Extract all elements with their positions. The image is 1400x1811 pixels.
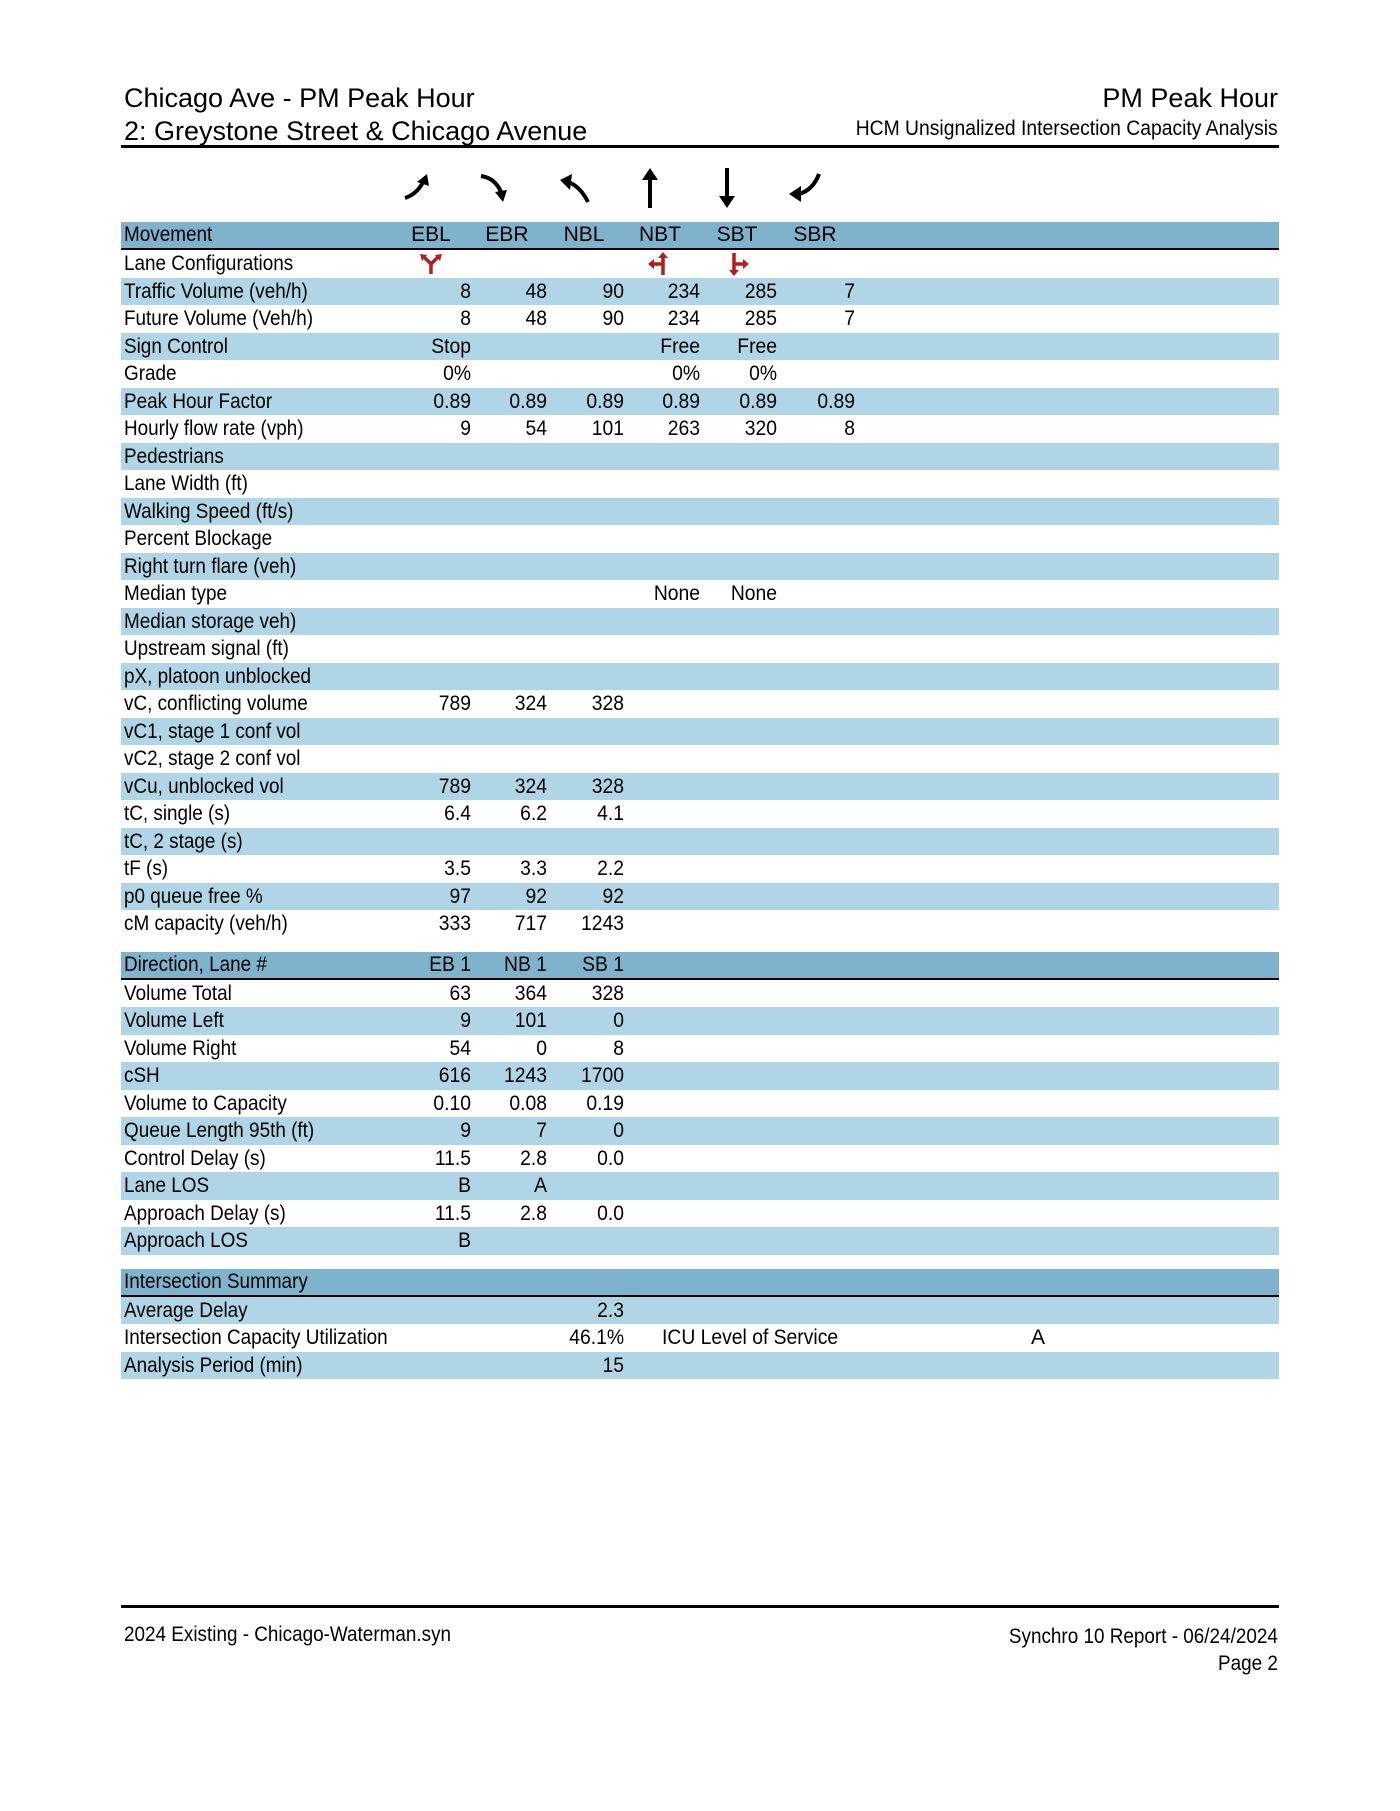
row-label: tC, single (s) bbox=[124, 802, 231, 825]
summary-row-average-delay bbox=[121, 1297, 1279, 1325]
report-title: Chicago Ave - PM Peak Hour bbox=[124, 83, 475, 113]
cell-value: B bbox=[458, 1174, 471, 1197]
row-label: Walking Speed (ft/s) bbox=[124, 499, 294, 523]
section-gap bbox=[121, 938, 1279, 952]
row-label: Volume Right bbox=[124, 1036, 237, 1060]
row-label: Peak Hour Factor bbox=[124, 389, 273, 413]
row-label: Queue Length 95th (ft) bbox=[124, 1119, 315, 1142]
cell-value: 92 bbox=[525, 884, 547, 908]
table-row bbox=[121, 980, 1279, 1008]
cell-value: Free bbox=[737, 334, 777, 358]
cell-value: 90 bbox=[602, 307, 624, 330]
analysis-period-value: 15 bbox=[602, 1353, 624, 1377]
table-row bbox=[121, 800, 1279, 828]
row-label: Upstream signal (ft) bbox=[124, 637, 289, 660]
table-row bbox=[121, 635, 1279, 663]
cell-value: 717 bbox=[514, 912, 547, 935]
icu-label: Intersection Capacity Utilization bbox=[124, 1326, 388, 1349]
row-label: tF (s) bbox=[124, 857, 169, 880]
cell-value: 616 bbox=[438, 1064, 471, 1087]
table-row bbox=[121, 910, 1279, 938]
cell-value: 285 bbox=[744, 307, 777, 330]
cell-value: 97 bbox=[449, 884, 471, 908]
table-row bbox=[121, 388, 1279, 416]
cell-value: 92 bbox=[602, 884, 624, 908]
cell-value: 328 bbox=[591, 774, 624, 798]
header-divider bbox=[121, 145, 1279, 148]
cell-value: 320 bbox=[744, 417, 777, 440]
table-row bbox=[121, 278, 1279, 306]
cell-value: 0.0 bbox=[597, 1146, 624, 1170]
cell-value: 1700 bbox=[581, 1064, 624, 1087]
cell-value: 364 bbox=[514, 981, 547, 1005]
cell-value: 328 bbox=[591, 981, 624, 1005]
lane-configurations-row bbox=[121, 250, 1279, 278]
cell-value: 0% bbox=[443, 362, 471, 385]
report-title-block bbox=[124, 82, 604, 148]
cell-value: 234 bbox=[667, 279, 700, 303]
average-delay-label: Average Delay bbox=[124, 1298, 248, 1322]
row-label: Sign Control bbox=[124, 334, 229, 358]
lane-column-header: NB 1 bbox=[504, 952, 547, 976]
movement-header-label: Movement bbox=[124, 223, 213, 246]
table-row bbox=[121, 553, 1279, 581]
cell-value: Free bbox=[660, 334, 700, 358]
cell-value: 2.8 bbox=[520, 1201, 547, 1225]
table-row bbox=[121, 855, 1279, 883]
cell-value: 0.19 bbox=[586, 1091, 624, 1115]
cell-value: 285 bbox=[744, 279, 777, 303]
cell-value: 263 bbox=[667, 417, 700, 440]
arrow-northbound-left-icon bbox=[544, 160, 604, 216]
table-row bbox=[121, 1007, 1279, 1035]
peak-period: PM Peak Hour bbox=[1102, 83, 1278, 113]
table-row bbox=[121, 333, 1279, 361]
row-label: Median type bbox=[124, 582, 227, 605]
table-row bbox=[121, 718, 1279, 746]
row-label: Grade bbox=[124, 362, 177, 385]
movement-column-header: NBT bbox=[639, 223, 681, 246]
cell-value: 8 bbox=[460, 279, 471, 303]
cell-value: 0.10 bbox=[433, 1091, 471, 1115]
cell-value: 234 bbox=[667, 307, 700, 330]
cell-value: 7 bbox=[844, 307, 855, 330]
row-label: Percent Blockage bbox=[124, 527, 273, 550]
table-row bbox=[121, 1227, 1279, 1255]
cell-value: 7 bbox=[844, 279, 855, 303]
table-row bbox=[121, 360, 1279, 388]
cell-value: 0.89 bbox=[739, 389, 777, 413]
row-label: Right turn flare (veh) bbox=[124, 554, 297, 578]
row-label: Future Volume (Veh/h) bbox=[124, 307, 314, 330]
icu-los-value: A bbox=[1031, 1326, 1046, 1349]
intersection-summary bbox=[121, 1269, 1279, 1380]
cell-value: 54 bbox=[449, 1036, 471, 1060]
icu-los-label: ICU Level of Service bbox=[662, 1326, 839, 1349]
cell-value: 11.5 bbox=[434, 1146, 471, 1170]
cell-value: 90 bbox=[602, 279, 624, 303]
row-label: Lane LOS bbox=[124, 1174, 210, 1197]
table-row bbox=[121, 663, 1279, 691]
cell-value: 324 bbox=[514, 692, 547, 715]
cell-value: 6.2 bbox=[520, 802, 547, 825]
capacity-report bbox=[121, 222, 1279, 1379]
table-row bbox=[121, 1090, 1279, 1118]
table-row bbox=[121, 470, 1279, 498]
cell-value: 9 bbox=[460, 1119, 471, 1142]
cell-value: 0.0 bbox=[597, 1201, 624, 1225]
movement-column-header: SBR bbox=[793, 223, 837, 246]
cell-value: 0.89 bbox=[509, 389, 547, 413]
arrow-southbound-right-icon bbox=[775, 160, 835, 216]
cell-value: 9 bbox=[460, 417, 471, 440]
cell-value: B bbox=[458, 1229, 471, 1252]
table-row bbox=[121, 883, 1279, 911]
cell-value: 63 bbox=[449, 981, 471, 1005]
cell-value: 0 bbox=[613, 1009, 624, 1032]
movement-table bbox=[121, 222, 1279, 938]
cell-value: 101 bbox=[591, 417, 624, 440]
cell-value: 6.4 bbox=[444, 802, 471, 825]
cell-value: 54 bbox=[525, 417, 547, 440]
footer-page-number: Page 2 bbox=[1218, 1652, 1278, 1675]
table-row bbox=[121, 498, 1279, 526]
footer-filename: 2024 Existing - Chicago-Waterman.syn bbox=[124, 1623, 452, 1646]
row-label: Median storage veh) bbox=[124, 609, 297, 633]
cell-value: 8 bbox=[844, 417, 855, 440]
cell-value: 789 bbox=[438, 774, 471, 798]
cell-value: 333 bbox=[438, 912, 471, 935]
table-row bbox=[121, 1145, 1279, 1173]
movement-column-header: EBR bbox=[485, 223, 529, 246]
cell-value: 0% bbox=[672, 362, 700, 385]
summary-header-row bbox=[121, 1269, 1279, 1297]
summary-row-icu bbox=[121, 1324, 1279, 1352]
table-row bbox=[121, 1035, 1279, 1063]
cell-value: 11.5 bbox=[434, 1201, 471, 1225]
cell-value: 48 bbox=[525, 279, 547, 303]
cell-value: 789 bbox=[438, 692, 471, 715]
average-delay-value: 2.3 bbox=[597, 1298, 624, 1322]
cell-value: 9 bbox=[460, 1009, 471, 1032]
cell-value: 0.89 bbox=[433, 389, 471, 413]
footer-report-date: Synchro 10 Report - 06/24/2024 bbox=[1009, 1625, 1278, 1648]
row-label: vCu, unblocked vol bbox=[124, 774, 284, 798]
lane-table bbox=[121, 952, 1279, 1255]
analysis-type: HCM Unsignalized Intersection Capacity Analysis bbox=[855, 117, 1278, 140]
row-label: Volume Total bbox=[124, 981, 232, 1005]
summary-row-analysis-period bbox=[121, 1352, 1279, 1380]
row-label: p0 queue free % bbox=[124, 884, 263, 908]
section-gap bbox=[121, 1255, 1279, 1269]
cell-value: 3.5 bbox=[444, 857, 471, 880]
cell-value: Stop bbox=[431, 334, 471, 358]
cell-value: 0.89 bbox=[586, 389, 624, 413]
movement-column-header: SBT bbox=[716, 223, 758, 246]
row-label: cM capacity (veh/h) bbox=[124, 912, 288, 935]
arrow-northbound-through-icon bbox=[620, 160, 680, 216]
table-row bbox=[121, 1117, 1279, 1145]
cell-value: A bbox=[534, 1174, 547, 1197]
report-subtitle-block bbox=[819, 82, 1278, 142]
table-row bbox=[121, 773, 1279, 801]
arrow-eastbound-left-icon bbox=[391, 160, 451, 216]
movement-column-header: NBL bbox=[563, 223, 605, 246]
table-row bbox=[121, 1172, 1279, 1200]
movement-header-row bbox=[121, 222, 1279, 250]
summary-header: Intersection Summary bbox=[124, 1269, 308, 1293]
movement-arrows bbox=[121, 160, 1279, 216]
cell-value: 3.3 bbox=[520, 857, 547, 880]
cell-value: 328 bbox=[591, 692, 624, 715]
icu-value: 46.1% bbox=[569, 1326, 624, 1349]
row-label: vC2, stage 2 conf vol bbox=[124, 747, 301, 770]
analysis-period-label: Analysis Period (min) bbox=[124, 1353, 303, 1377]
table-row bbox=[121, 415, 1279, 443]
row-label: Volume Left bbox=[124, 1009, 224, 1032]
table-row bbox=[121, 608, 1279, 636]
cell-value: None bbox=[730, 582, 777, 605]
cell-value: 0.89 bbox=[662, 389, 700, 413]
cell-value: 324 bbox=[514, 774, 547, 798]
row-label: vC, conflicting volume bbox=[124, 692, 308, 715]
row-label: Approach LOS bbox=[124, 1229, 248, 1252]
row-label: Volume to Capacity bbox=[124, 1091, 287, 1115]
lane-column-header: EB 1 bbox=[429, 952, 471, 976]
row-label: Hourly flow rate (vph) bbox=[124, 417, 304, 440]
cell-value: 1243 bbox=[581, 912, 624, 935]
cell-value: 0.89 bbox=[817, 389, 855, 413]
cell-value: 2.8 bbox=[520, 1146, 547, 1170]
intersection-name: 2: Greystone Street & Chicago Avenue bbox=[124, 116, 588, 146]
cell-value: 8 bbox=[613, 1036, 624, 1060]
table-row bbox=[121, 1062, 1279, 1090]
row-label: Lane Width (ft) bbox=[124, 472, 248, 495]
cell-value: 0.08 bbox=[509, 1091, 547, 1115]
movement-column-header: EBL bbox=[411, 223, 451, 246]
cell-value: 8 bbox=[460, 307, 471, 330]
cell-value: None bbox=[653, 582, 700, 605]
footer-divider bbox=[121, 1605, 1279, 1608]
table-row bbox=[121, 690, 1279, 718]
footer-right bbox=[979, 1623, 1278, 1677]
table-row bbox=[121, 580, 1279, 608]
table-row bbox=[121, 745, 1279, 773]
row-label: pX, platoon unblocked bbox=[124, 664, 312, 688]
lane-configurations-label: Lane Configurations bbox=[124, 252, 294, 275]
cell-value: 4.1 bbox=[597, 802, 624, 825]
row-label: vC1, stage 1 conf vol bbox=[124, 719, 301, 743]
row-label: Control Delay (s) bbox=[124, 1146, 266, 1170]
cell-value: 1243 bbox=[504, 1064, 547, 1087]
row-label: Approach Delay (s) bbox=[124, 1201, 286, 1225]
table-row bbox=[121, 305, 1279, 333]
row-label: Traffic Volume (veh/h) bbox=[124, 279, 308, 303]
table-row bbox=[121, 443, 1279, 471]
cell-value: 0% bbox=[749, 362, 777, 385]
table-row bbox=[121, 1200, 1279, 1228]
cell-value: 7 bbox=[536, 1119, 547, 1142]
cell-value: 0 bbox=[536, 1036, 547, 1060]
cell-value: 48 bbox=[525, 307, 547, 330]
arrow-eastbound-right-icon bbox=[467, 160, 527, 216]
lane-header-row bbox=[121, 952, 1279, 980]
table-row bbox=[121, 828, 1279, 856]
row-label: Pedestrians bbox=[124, 444, 224, 468]
cell-value: 101 bbox=[514, 1009, 547, 1032]
cell-value: 2.2 bbox=[597, 857, 624, 880]
lane-header-label: Direction, Lane # bbox=[124, 952, 267, 976]
lane-column-header: SB 1 bbox=[582, 952, 624, 976]
row-label: cSH bbox=[124, 1064, 160, 1087]
row-label: tC, 2 stage (s) bbox=[124, 829, 243, 853]
cell-value: 0 bbox=[613, 1119, 624, 1142]
table-row bbox=[121, 525, 1279, 553]
arrow-southbound-through-icon bbox=[697, 160, 757, 216]
